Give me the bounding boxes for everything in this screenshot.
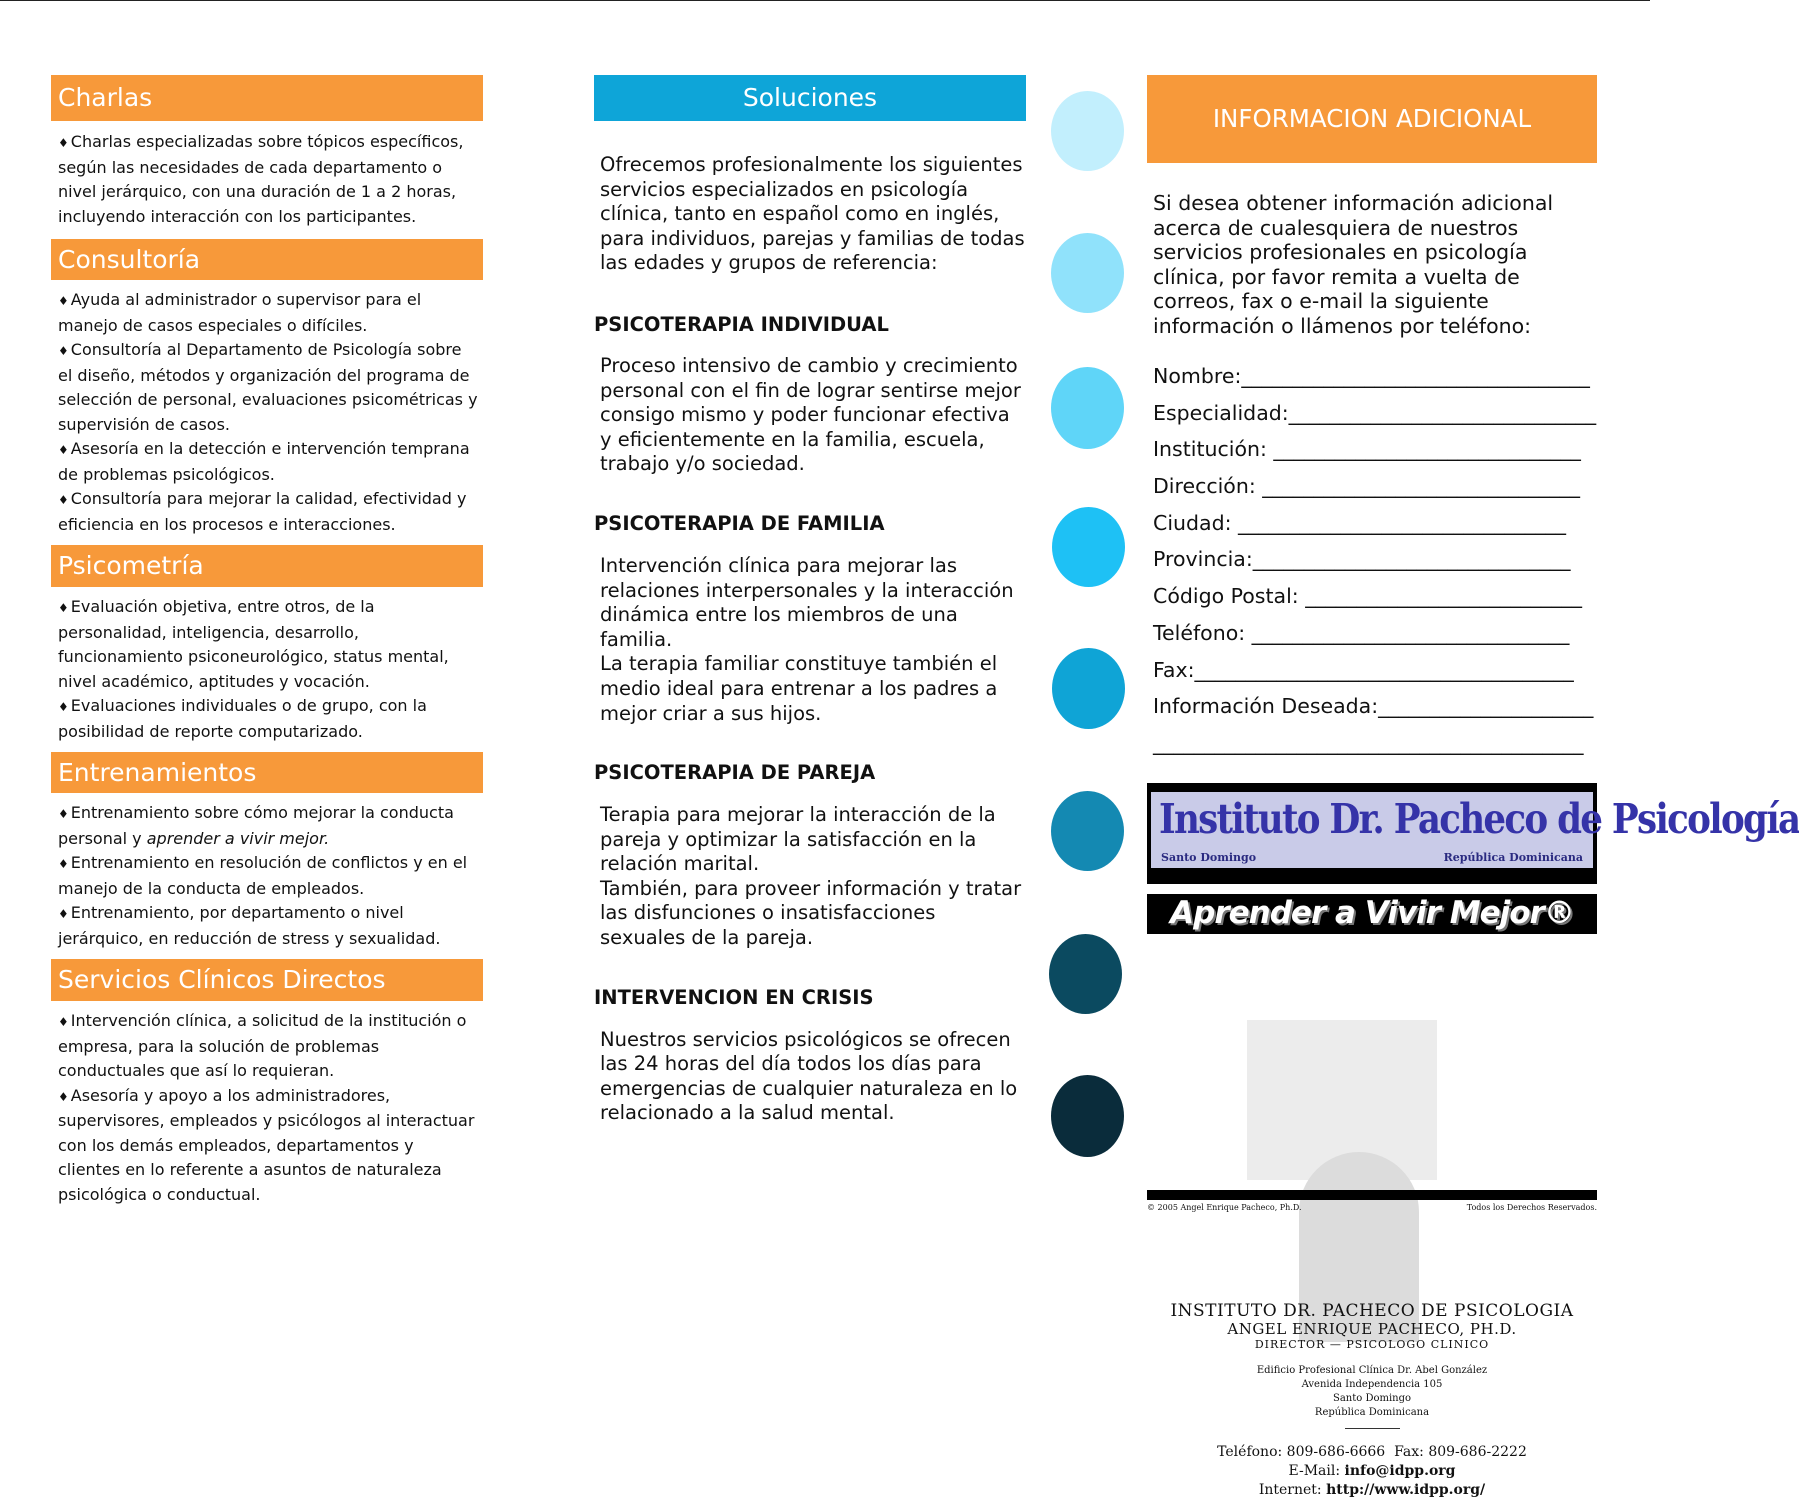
info-title: INFORMACION ADICIONAL xyxy=(1147,75,1597,163)
text-pareja-2: También, para proveer información y tratar las disfunciones o insatisfacciones sexuales de la pareja. xyxy=(600,876,1022,950)
field-nombre[interactable]: Nombre:__________________________________ xyxy=(1153,364,1590,388)
services-column xyxy=(51,75,483,1215)
phone-value: 809-686-6666 xyxy=(1286,1444,1386,1460)
slogan-banner xyxy=(1147,894,1597,934)
email-line xyxy=(1147,1462,1597,1481)
logo-city: Santo Domingo xyxy=(1161,851,1257,864)
card-separator xyxy=(1345,1428,1400,1429)
text-crisis: Nuestros servicios psicológicos se ofrecen las 24 horas del día todos los días para emergencias de cualquier naturaleza en lo relacionado a la salud mental. xyxy=(600,1027,1018,1125)
bullet-item: ♦ Ayuda al administrador o supervisor para el manejo de casos especiales o difíciles. xyxy=(58,288,478,338)
text-pareja: Terapia para mejorar la interacción de la pareja y optimizar la satisfacción en la relación marital. xyxy=(600,803,996,876)
bullet-item: ♦ Entrenamiento en resolución de conflictos y en el manejo de la conducta de empleados. xyxy=(58,851,478,901)
website-link[interactable]: http://www.idpp.org/ xyxy=(1326,1482,1486,1498)
heading-crisis: INTERVENCION EN CRISIS xyxy=(594,985,874,1009)
bullet-item: ♦ Consultoría para mejorar la calidad, efectividad y eficiencia en los procesos e interacciones. xyxy=(58,487,478,537)
section-servicios-clinicos xyxy=(51,959,483,1215)
info-column xyxy=(1147,75,1597,762)
heading-familia: PSICOTERAPIA DE FAMILIA xyxy=(594,511,885,535)
address-line: República Dominicana xyxy=(1314,1407,1430,1418)
bullet-item: ♦ Evaluación objetiva, entre otros, de la personalidad, inteligencia, desarrollo, funcionamiento psiconeurológico, status mental, nivel académico, aptitudes y vocación. xyxy=(58,595,478,694)
bullet-text: Entrenamiento sobre cómo mejorar la conducta personal y xyxy=(58,803,454,848)
section-body xyxy=(51,793,483,959)
field-provincia[interactable]: Provincia:_______________________________ xyxy=(1153,547,1571,572)
card-person: ANGEL ENRIQUE PACHECO, PH.D. xyxy=(1227,1320,1517,1338)
bullet-item xyxy=(58,801,478,851)
text-individual: Proceso intensivo de cambio y crecimiento personal con el fin de lograr sentirse mejor consigo mismo y poder funcionar efectiva y eficientemente en la familia, escuela, trabajo y/o sociedad. xyxy=(600,353,1021,476)
card-address xyxy=(1147,1364,1597,1420)
field-extra-line[interactable]: __________________________________________ xyxy=(1153,730,1584,755)
fax-label: Fax: xyxy=(1394,1444,1424,1460)
field-institucion[interactable]: Institución: ______________________________ xyxy=(1153,437,1581,462)
address-line: Santo Domingo xyxy=(1332,1393,1412,1404)
section-title: Servicios Clínicos Directos xyxy=(51,959,483,1001)
bullet-item: ♦ Asesoría y apoyo a los administradores, supervisores, empleados y psicólogos al interactuar con los demás empleados, departamentos y clientes en lo referente a asuntos de naturaleza psicológica o conductual. xyxy=(58,1084,478,1208)
email-label: E-Mail: xyxy=(1288,1463,1341,1479)
field-ciudad[interactable]: Ciudad: ________________________________ xyxy=(1153,510,1567,535)
decorative-circle-6 xyxy=(1051,791,1124,871)
decorative-circle-3 xyxy=(1051,367,1124,449)
address-line: Avenida Independencia 105 xyxy=(1301,1379,1443,1390)
section-title: Charlas xyxy=(51,75,483,121)
card-contact xyxy=(1147,1443,1597,1500)
section-title: Psicometría xyxy=(51,545,483,587)
section-body xyxy=(51,280,483,545)
web-line xyxy=(1147,1481,1597,1500)
field-fax[interactable]: Fax:_____________________________________ xyxy=(1153,657,1574,682)
decorative-circle-4 xyxy=(1052,507,1125,587)
email-link[interactable]: info@idpp.org xyxy=(1344,1463,1456,1479)
heading-individual: PSICOTERAPIA INDIVIDUAL xyxy=(594,312,889,336)
section-psicometria xyxy=(51,545,483,752)
decorative-circle-8 xyxy=(1051,1075,1124,1157)
logo-title: Instituto Dr. Pacheco de Psicología xyxy=(1159,795,1799,843)
section-charlas xyxy=(51,75,483,239)
solutions-title: Soluciones xyxy=(594,75,1026,121)
field-telefono[interactable]: Teléfono: _______________________________ xyxy=(1153,620,1570,645)
text-familia-2: La terapia familiar constituye también el medio ideal para entrenar a los padres a mejor criar a sus hijos. xyxy=(600,652,998,725)
section-title: Entrenamientos xyxy=(51,752,483,793)
bullet-emphasis: aprender a vivir mejor. xyxy=(146,828,330,848)
text-familia: Intervención clínica para mejorar las relaciones interpersonales y la interacción dinámica entre los miembros de una familia. xyxy=(600,553,1014,651)
top-border xyxy=(0,0,1650,1)
logo-banner xyxy=(1147,783,1799,884)
card-institute-name: INSTITUTO DR. PACHECO DE PSICOLOGIA xyxy=(1170,1301,1574,1321)
web-label: Internet: xyxy=(1258,1482,1322,1498)
bullet-item: ♦ Intervención clínica, a solicitud de la institución o empresa, para la solución de problemas conductuales que así lo requieran. xyxy=(58,1009,478,1084)
decorative-circle-1 xyxy=(1051,91,1124,171)
section-body xyxy=(51,587,483,752)
logo-panel xyxy=(1151,792,1799,868)
fax-value: 809-686-2222 xyxy=(1428,1444,1527,1460)
field-informacion-deseada[interactable]: Información Deseada:_____________________ xyxy=(1153,694,1594,719)
bullet-item: ♦ Asesoría en la detección e intervención temprana de problemas psicológicos. xyxy=(58,437,478,487)
info-intro: Si desea obtener información adicional acerca de cualesquiera de nuestros servicios profesionales en psicología clínica, por favor remita a vuelta de correos, fax o e-mail la siguiente información o llámenos por teléfono: xyxy=(1153,191,1554,338)
section-entrenamientos xyxy=(51,752,483,959)
rights-reserved: Todos los Derechos Reservados. xyxy=(1466,1203,1597,1212)
bullet-item: ♦ Evaluaciones individuales o de grupo, con la posibilidad de reporte computarizado. xyxy=(58,694,478,744)
heading-pareja: PSICOTERAPIA DE PAREJA xyxy=(594,761,876,785)
section-consultoria xyxy=(51,239,483,545)
field-codigo-postal[interactable]: Código Postal: ___________________________ xyxy=(1153,584,1582,609)
decorative-circle-5 xyxy=(1052,648,1125,729)
field-especialidad[interactable]: Especialidad:______________________________ xyxy=(1153,400,1597,425)
bullet-item: ♦ Consultoría al Departamento de Psicología sobre el diseño, métodos y organización del programa de selección de personal, evaluaciones psicométricas y supervisión de casos. xyxy=(58,338,478,437)
bullet-item: ♦ Charlas especializadas sobre tópicos específicos, según las necesidades de cada departamento o nivel jerárquico, con una duración de 1 a 2 horas, incluyendo interacción con los participantes. xyxy=(58,130,478,229)
section-body xyxy=(51,1001,483,1215)
bottom-bar xyxy=(1147,1190,1597,1200)
logo-country: República Dominicana xyxy=(1443,851,1583,864)
field-direccion[interactable]: Dirección: _______________________________ xyxy=(1153,474,1581,499)
phone-label: Teléfono: xyxy=(1217,1444,1283,1460)
institute-logo xyxy=(1147,783,1799,934)
solutions-intro: Ofrecemos profesionalmente los siguientes servicios especializados en psicología clínica, tanto en español como en inglés, para individuos, parejas y familias de todas las edades y grupos de referencia: xyxy=(600,153,1025,275)
slogan: Aprender a Vivir Mejor® xyxy=(1170,895,1574,931)
phone-line xyxy=(1147,1443,1597,1462)
section-title: Consultoría xyxy=(51,239,483,280)
decorative-circle-7 xyxy=(1049,934,1122,1014)
solutions-column xyxy=(594,75,1026,1126)
section-body xyxy=(51,121,483,239)
decorative-circle-2 xyxy=(1051,233,1124,313)
bullet-item: ♦ Entrenamiento, por departamento o nivel jerárquico, en reducción de stress y sexualidad. xyxy=(58,901,478,951)
card-role: DIRECTOR — PSICOLOGO CLINICO xyxy=(1254,1338,1490,1351)
copyright: © 2005 Angel Enrique Pacheco, Ph.D. xyxy=(1147,1203,1302,1212)
address-line: Edificio Profesional Clínica Dr. Abel González xyxy=(1256,1365,1488,1376)
info-form xyxy=(1147,358,1597,762)
